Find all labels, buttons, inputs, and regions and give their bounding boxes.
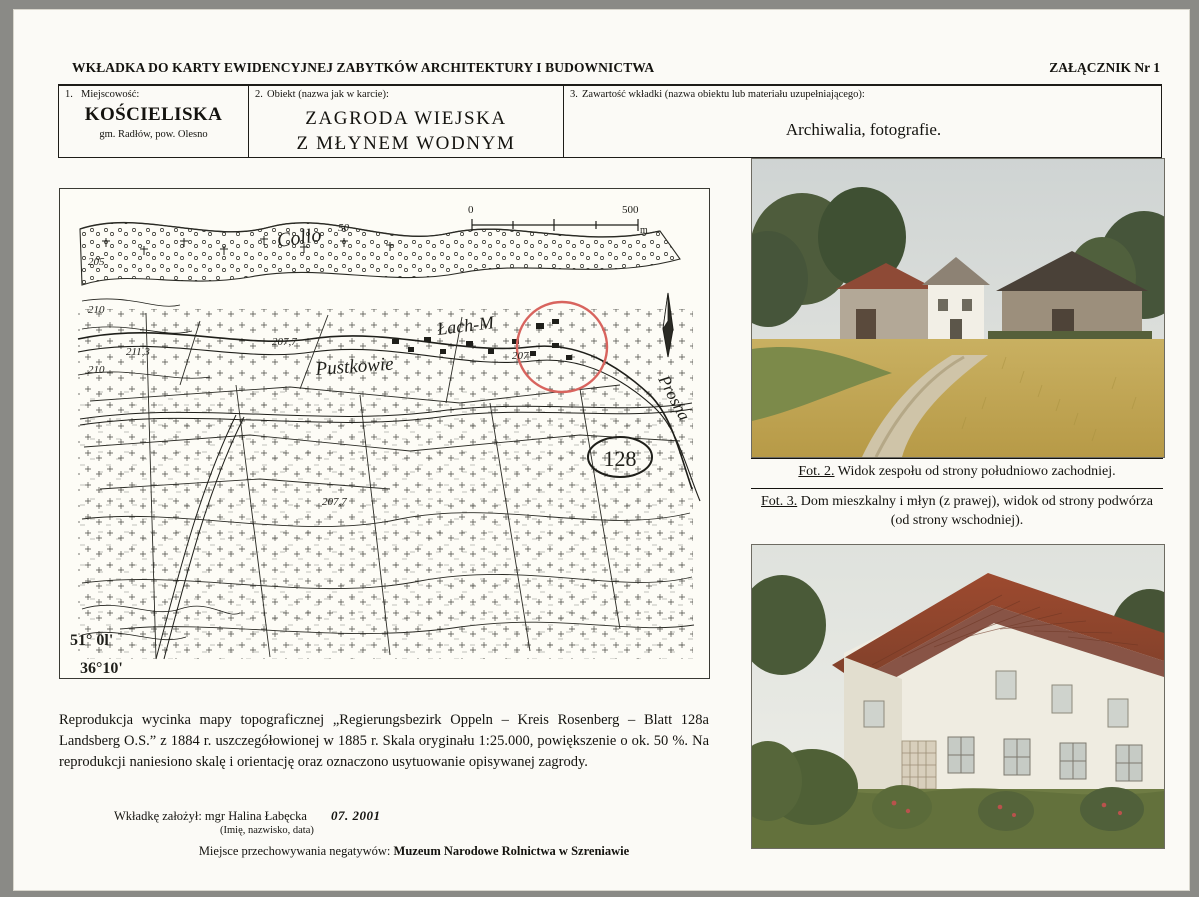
svg-text:207,7: 207,7 <box>272 336 297 348</box>
svg-text:0: 0 <box>468 204 474 216</box>
table-cell-object <box>249 86 564 157</box>
cell-number-1: 1. <box>65 89 73 100</box>
svg-text:50: 50 <box>338 222 349 234</box>
signature-block <box>114 808 714 859</box>
photo-3-image <box>751 544 1165 849</box>
svg-text:51° 0l': 51° 0l' <box>70 632 114 649</box>
cell-label-locality: Miejscowość: <box>81 89 140 100</box>
photo-2-caption <box>751 462 1163 481</box>
table-cell-content <box>564 86 1163 157</box>
svg-text:m: m <box>640 225 648 236</box>
signature-note: (Imię, nazwisko, data) <box>220 825 314 836</box>
svg-text:207: 207 <box>512 350 529 362</box>
photo-2-image <box>751 158 1165 458</box>
object-name-line2: Z MŁYNEM WODNYM <box>296 133 516 154</box>
cell-label-content: Zawartość wkładki (nazwa obiektu lub materiału uzupełniającego): <box>582 89 865 100</box>
photo-3-caption-text: Dom mieszkalny i młyn (z prawej), widok od strony podwórza (od strony wschodniej). <box>797 494 1153 528</box>
svg-text:Collo: Collo <box>275 223 323 252</box>
photo-3-caption <box>751 492 1163 530</box>
svg-text:210: 210 <box>88 304 105 316</box>
svg-text:205: 205 <box>88 256 105 268</box>
table-cell-locality <box>59 86 249 157</box>
locality-subtitle: gm. Radłów, pow. Olesno <box>99 129 208 140</box>
svg-text:211,3: 211,3 <box>126 346 150 358</box>
object-name <box>249 106 563 156</box>
topographic-map-image <box>59 188 710 679</box>
photo-2-caption-text: Widok zespołu od strony południowo zachodniej. <box>834 464 1116 479</box>
cell-label-object: Obiekt (nazwa jak w karcie): <box>267 89 389 100</box>
document-page <box>14 10 1189 890</box>
content-description: Archiwalia, fotografie. <box>785 120 942 139</box>
locality-name: KOŚCIELISKA <box>84 104 223 125</box>
svg-text:36°10': 36°10' <box>80 660 123 677</box>
header-title: WKŁADKA DO KARTY EWIDENCYJNEJ ZABYTKÓW ARCHITEKTURY I BUDOWNICTWA <box>72 60 655 75</box>
photo-2-label: Fot. 2. <box>798 464 835 479</box>
signature-author: Wkładkę założył: mgr Halina Łabęcka <box>114 809 307 823</box>
svg-text:210: 210 <box>88 364 105 376</box>
svg-text:Prosna: Prosna <box>654 371 695 424</box>
info-table <box>58 86 1162 158</box>
svg-text:Łach-M: Łach-M <box>436 312 496 339</box>
svg-text:Pustkowie: Pustkowie <box>314 353 395 380</box>
object-name-line1: ZAGRODA WIEJSKA <box>305 108 507 129</box>
photo-3-label: Fot. 3. <box>761 494 798 509</box>
svg-text:128: 128 <box>603 446 637 471</box>
caption-2-rule <box>751 458 1163 459</box>
cell-number-3: 3. <box>570 89 578 100</box>
negatives-location-label: Miejsce przechowywania negatywów: <box>198 844 394 858</box>
header-annex-number: ZAŁĄCZNIK Nr 1 <box>1049 60 1160 75</box>
map-caption-text: Reprodukcja wycinka mapy topograficznej „Regierungsbezirk Oppeln – Kreis Rosenberg – Blatt 128a Landsberg O.S.” z 1884 r. uszczegółowionej w 1885 r. Skala oryginału 1:25.000, powiększenie o ok. 50 %. Na reprodukcji naniesiono skalę i orientację oraz oznaczono usytuowanie opisywanej zagrody. <box>59 712 709 770</box>
caption-3-rule <box>751 488 1163 489</box>
svg-text:500: 500 <box>622 204 639 216</box>
svg-text:207,7: 207,7 <box>322 496 347 508</box>
negatives-location-value: Muzeum Narodowe Rolnictwa w Szreniawie <box>393 844 630 858</box>
cell-number-2: 2. <box>255 89 263 100</box>
signature-date-handwritten: 07. 2001 <box>330 808 381 823</box>
document-header <box>58 58 1162 86</box>
